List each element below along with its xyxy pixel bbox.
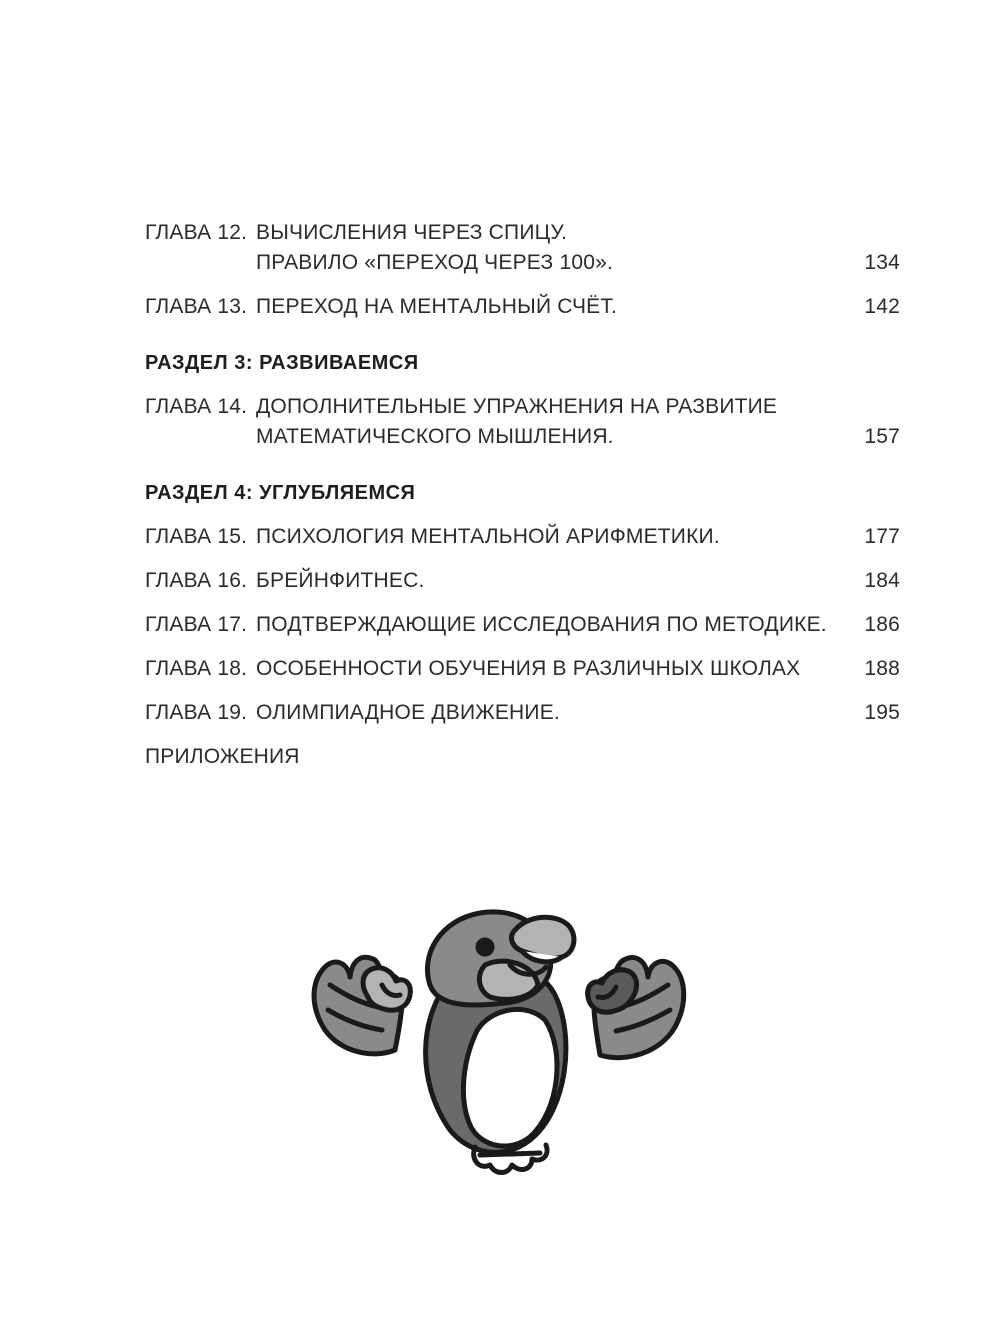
toc-entry-chapter-17[interactable]	[145, 610, 900, 640]
page-number: 157	[864, 425, 900, 448]
chapter-number: ГЛАВА 19.	[145, 701, 248, 724]
chapter-title-continued: МАТЕМАТИЧЕСКОГО МЫШЛЕНИЯ.	[256, 425, 614, 448]
chapter-title: ВЫЧИСЛЕНИЯ ЧЕРЕЗ СПИЦУ.	[256, 221, 568, 244]
chapter-title: ОЛИМПИАДНОЕ ДВИЖЕНИЕ.	[256, 701, 560, 724]
page-number: 188	[864, 657, 900, 680]
toc-entry-chapter-19[interactable]	[145, 698, 900, 728]
page-number: 184	[864, 569, 900, 592]
chapter-number: ГЛАВА 15.	[145, 525, 248, 548]
chapter-number: ГЛАВА 16.	[145, 569, 248, 592]
toc-entry-chapter-13[interactable]	[145, 292, 900, 322]
toc-entry-chapter-15[interactable]	[145, 522, 900, 552]
section-heading-4: РАЗДЕЛ 4: УГЛУБЛЯЕМСЯ	[145, 482, 416, 504]
table-of-contents	[145, 218, 900, 772]
toc-entry-chapter-18[interactable]	[145, 654, 900, 684]
toc-entry-chapter-16[interactable]	[145, 566, 900, 596]
chapter-number: ГЛАВА 17.	[145, 613, 248, 636]
page-number: 195	[864, 701, 900, 724]
page-number: 177	[864, 525, 900, 548]
appendix-title: ПРИЛОЖЕНИЯ	[145, 745, 300, 768]
toc-entry-chapter-14[interactable]	[145, 392, 900, 452]
bird-mascot-icon	[300, 885, 700, 1200]
chapter-number: ГЛАВА 13.	[145, 295, 248, 318]
chapter-number: ГЛАВА 14.	[145, 395, 248, 418]
chapter-number: ГЛАВА 12.	[145, 221, 248, 244]
chapter-title-continued: ПРАВИЛО «ПЕРЕХОД ЧЕРЕЗ 100».	[256, 251, 614, 274]
chapter-number: ГЛАВА 18.	[145, 657, 248, 680]
toc-entry-appendix[interactable]	[145, 742, 900, 772]
chapter-title: ПОДТВЕРЖДАЮЩИЕ ИССЛЕДОВАНИЯ ПО МЕТОДИКЕ.	[256, 613, 827, 636]
chapter-title: ПЕРЕХОД НА МЕНТАЛЬНЫЙ СЧЁТ.	[256, 295, 618, 318]
page-number: 142	[864, 295, 900, 318]
chapter-title: ПСИХОЛОГИЯ МЕНТАЛЬНОЙ АРИФМЕТИКИ.	[256, 525, 720, 548]
page-number: 186	[864, 613, 900, 636]
chapter-title: БРЕЙНФИТНЕС.	[256, 569, 425, 592]
toc-entry-chapter-12[interactable]	[145, 218, 900, 278]
section-heading-3: РАЗДЕЛ 3: РАЗВИВАЕМСЯ	[145, 352, 419, 374]
page-number: 134	[864, 251, 900, 274]
chapter-title: ДОПОЛНИТЕЛЬНЫЕ УПРАЖНЕНИЯ НА РАЗВИТИЕ	[256, 395, 778, 418]
chapter-title: ОСОБЕННОСТИ ОБУЧЕНИЯ В РАЗЛИЧНЫХ ШКОЛАХ	[256, 657, 801, 680]
